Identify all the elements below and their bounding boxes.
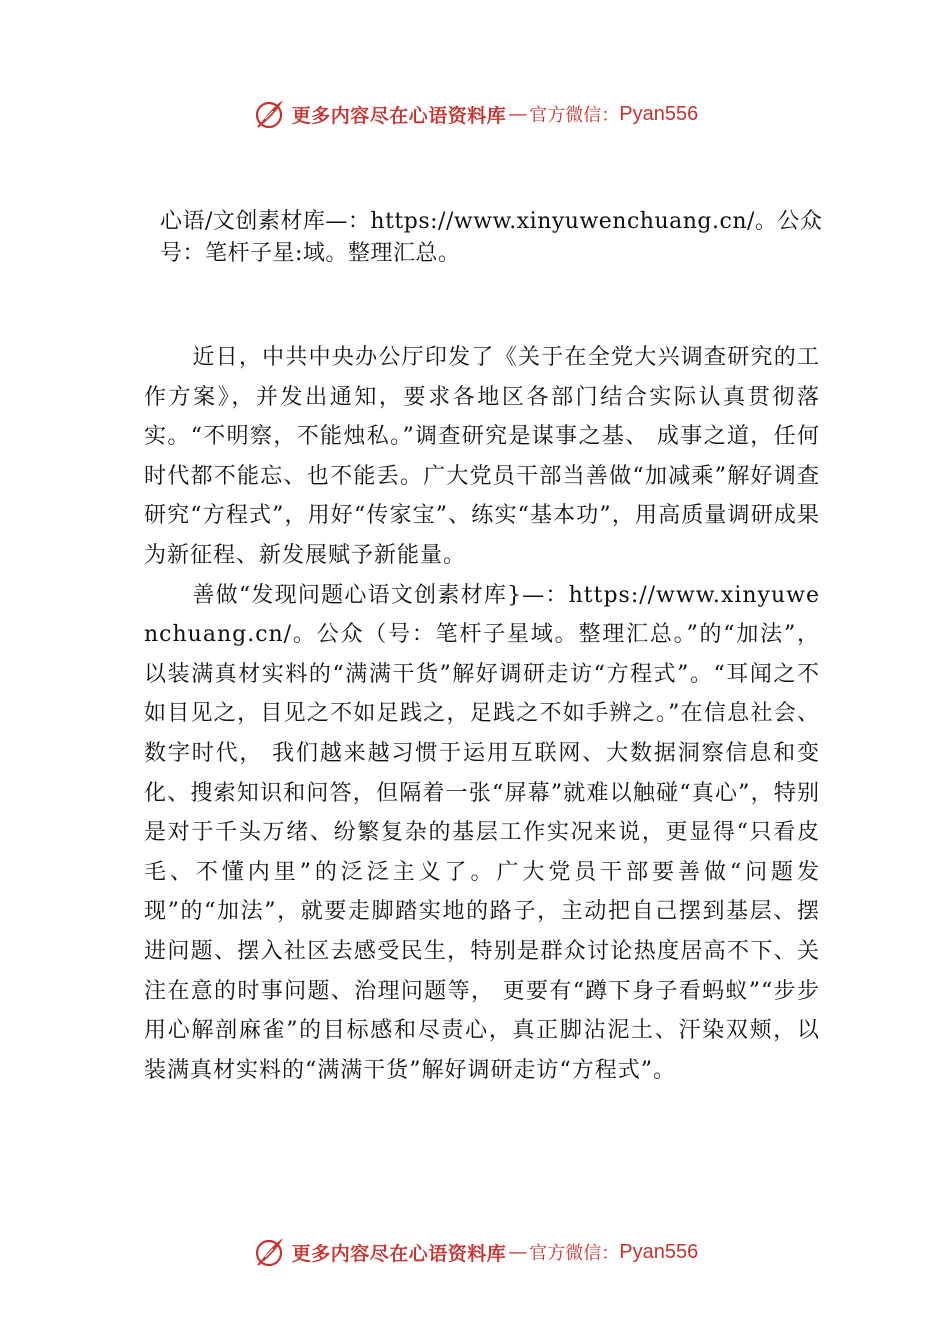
- quill-logo-icon: [252, 1234, 288, 1270]
- banner-wechat-label: 官方微信：: [529, 1243, 620, 1264]
- banner-separator: —: [508, 103, 528, 125]
- banner-wechat-id: Pyan556: [619, 1240, 699, 1263]
- banner-main-text: 更多内容尽在心语资料库: [291, 1242, 507, 1265]
- article-paragraph: 近日，中共中央办公厅印发了《关于在全党大兴调查研究的工作方案》，并发出通知，要求各地区各部门结合实际认真贯彻落实。“不明察，不能烛私。”调查研究是谋事之基、 成事之道，任何时代都不能忘、也不能丢。广大党员干部当善做“加减乘”解好调查研究“方程式”，用好“传家宝”、练实“基本功”，用高质量调研成果为新征程、新发展赋予新能量。: [144, 345, 820, 568]
- banner-main-text: 更多内容尽在心语资料库: [291, 104, 507, 127]
- banner-wechat-label: 官方微信：: [529, 105, 620, 126]
- top-banner: [0, 94, 950, 134]
- article-body: [144, 338, 820, 1090]
- header-note: 心语/文创素材库—：https://www.xinyuwenchuang.cn/。公众号：笔杆子星:域。整理汇总。: [160, 209, 823, 266]
- bottom-banner: [0, 1232, 950, 1272]
- banner-wechat-id: Pyan556: [619, 102, 699, 125]
- quill-logo-icon: [252, 96, 288, 132]
- article-paragraph: 善做“发现问题心语文创素材库}—：https://www.xinyuwenchuang.cn/。公众（号：笔杆子星域。整理汇总。”的“加法”，以装满真材实料的“满满干货”解好调研走访“方程式”。“耳闻之不如目见之，目见之不如足践之，足践之不如手辨之。”在信息社会、数字时代， 我们越来越习惯于运用互联网、大数据洞察信息和变化、搜索知识和问答，但隔着一张“屏幕”就难以触碰“真心”，特别是对于千头万绪、纷繁复杂的基层工作实况来说，更显得“只看皮毛、不懂内里”的泛泛主义了。广大党员干部要善做“问题发现”的“加法”，就要走脚踏实地的路子，主动把自己摆到基层、摆进问题、摆入社区去感受民生，特别是群众讨论热度居高不下、关注在意的时事问题、治理问题等， 更要有“蹲下身子看蚂蚁”“步步用心解剖麻雀”的目标感和尽责心，真正脚沾泥土、汗染双颊，以装满真材实料的“满满干货”解好调研走访“方程式”。: [144, 582, 820, 1083]
- banner-separator: —: [508, 1241, 528, 1263]
